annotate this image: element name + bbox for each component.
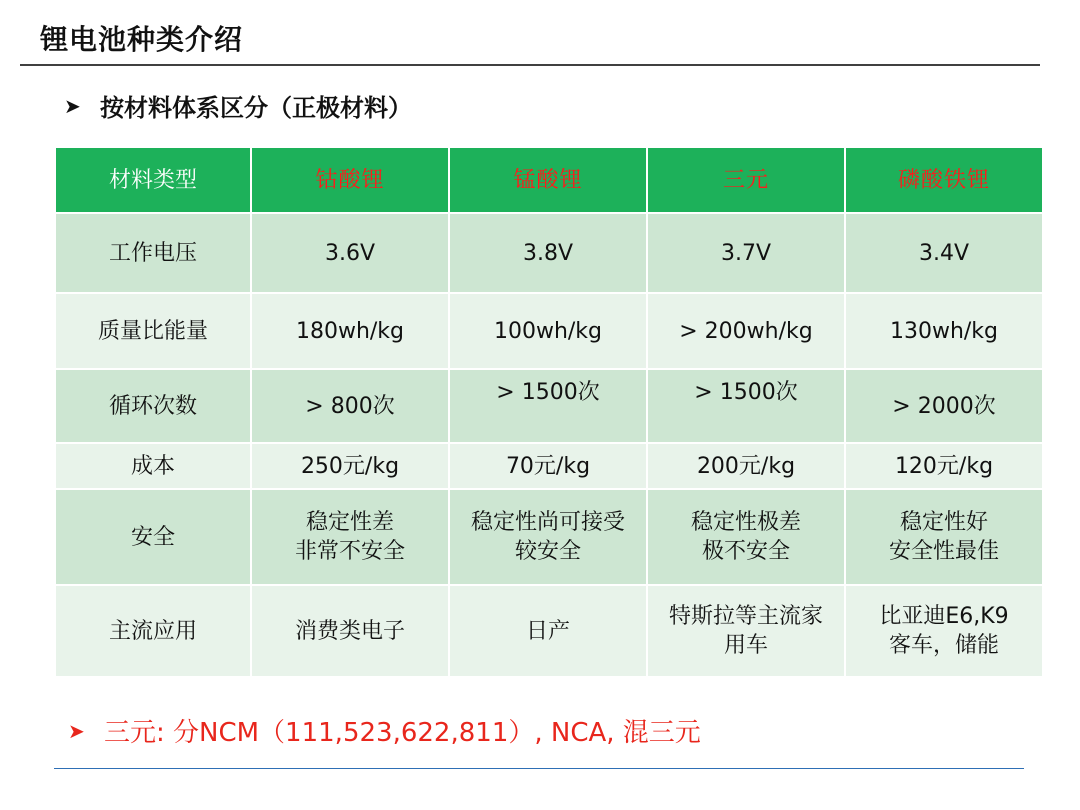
table-cell: 70元/kg: [449, 443, 647, 489]
cell-line: 消费类电子: [294, 618, 405, 644]
title-divider: [20, 64, 1040, 66]
table-row-voltage: [55, 213, 1043, 293]
battery-comparison-table: [54, 146, 1044, 678]
table-cell: [251, 489, 449, 585]
subtitle-text: 按材料体系区分（正极材料）: [100, 94, 412, 122]
table-cell: 100wh/kg: [449, 293, 647, 369]
header-cell-lfp: 磷酸铁锂: [845, 147, 1043, 213]
table-row-cycles: [55, 369, 1043, 443]
table-cell: 3.8V: [449, 213, 647, 293]
row-label: 循环次数: [55, 369, 251, 443]
row-label: 质量比能量: [55, 293, 251, 369]
table-cell: [647, 369, 845, 443]
table-cell: 180wh/kg: [251, 293, 449, 369]
table-cell: [449, 585, 647, 677]
cell-line: 稳定性好: [899, 510, 988, 535]
table-cell: > 800次: [251, 369, 449, 443]
table-cell: 3.4V: [845, 213, 1043, 293]
table-cell: > 200wh/kg: [647, 293, 845, 369]
table-cell: 3.6V: [251, 213, 449, 293]
cell-line: 稳定性差: [305, 510, 394, 535]
arrow-right-icon: ➤: [68, 718, 85, 743]
row-label: 主流应用: [55, 585, 251, 677]
section-subtitle: [64, 88, 412, 123]
cell-line: 特斯拉等主流家: [668, 604, 823, 629]
table-cell: 130wh/kg: [845, 293, 1043, 369]
table-row-cost: [55, 443, 1043, 489]
cell-line: 较安全: [514, 539, 581, 564]
table-cell: 3.7V: [647, 213, 845, 293]
cell-line: 极不安全: [701, 539, 790, 564]
cell-line: 安全性最佳: [888, 539, 999, 564]
cell-line: 用车: [723, 633, 768, 658]
table-header-row: [55, 147, 1043, 213]
row-label: 安全: [55, 489, 251, 585]
header-cell-ncm: 三元: [647, 147, 845, 213]
table-cell: 200元/kg: [647, 443, 845, 489]
cell-line: 客车，储能: [888, 633, 999, 658]
footnote-text: 三元: 分NCM（111,523,622,811）, NCA, 混三元: [104, 718, 701, 748]
table-cell: [647, 489, 845, 585]
table-cell: [845, 489, 1043, 585]
table-cell: [449, 369, 647, 443]
table-row-safety: [55, 489, 1043, 585]
cell-line: 非常不安全: [294, 539, 405, 564]
header-cell-material-type: 材料类型: [55, 147, 251, 213]
table-row-application: [55, 585, 1043, 677]
arrow-right-icon: ➤: [64, 93, 81, 118]
table-row-energy: [55, 293, 1043, 369]
header-cell-lco: 钴酸锂: [251, 147, 449, 213]
table-cell: 120元/kg: [845, 443, 1043, 489]
bottom-divider: [54, 768, 1024, 769]
footnote: [68, 712, 701, 749]
table-cell: [647, 585, 845, 677]
cell-line: 日产: [525, 618, 570, 644]
header-cell-lmo: 锰酸锂: [449, 147, 647, 213]
cell-line: 稳定性尚可接受: [470, 510, 625, 535]
table-cell: > 2000次: [845, 369, 1043, 443]
table-cell: [251, 585, 449, 677]
table-cell: [449, 489, 647, 585]
row-label: 成本: [55, 443, 251, 489]
cell-line: 比亚迪E6,K9: [879, 604, 1009, 629]
cell-text: > 1500次: [496, 379, 600, 405]
table-cell: [845, 585, 1043, 677]
cell-line: 稳定性极差: [690, 510, 801, 535]
cell-text: > 1500次: [694, 379, 798, 405]
table-cell: 250元/kg: [251, 443, 449, 489]
slide-title: 锂电池种类介绍: [40, 23, 244, 56]
row-label: 工作电压: [55, 213, 251, 293]
